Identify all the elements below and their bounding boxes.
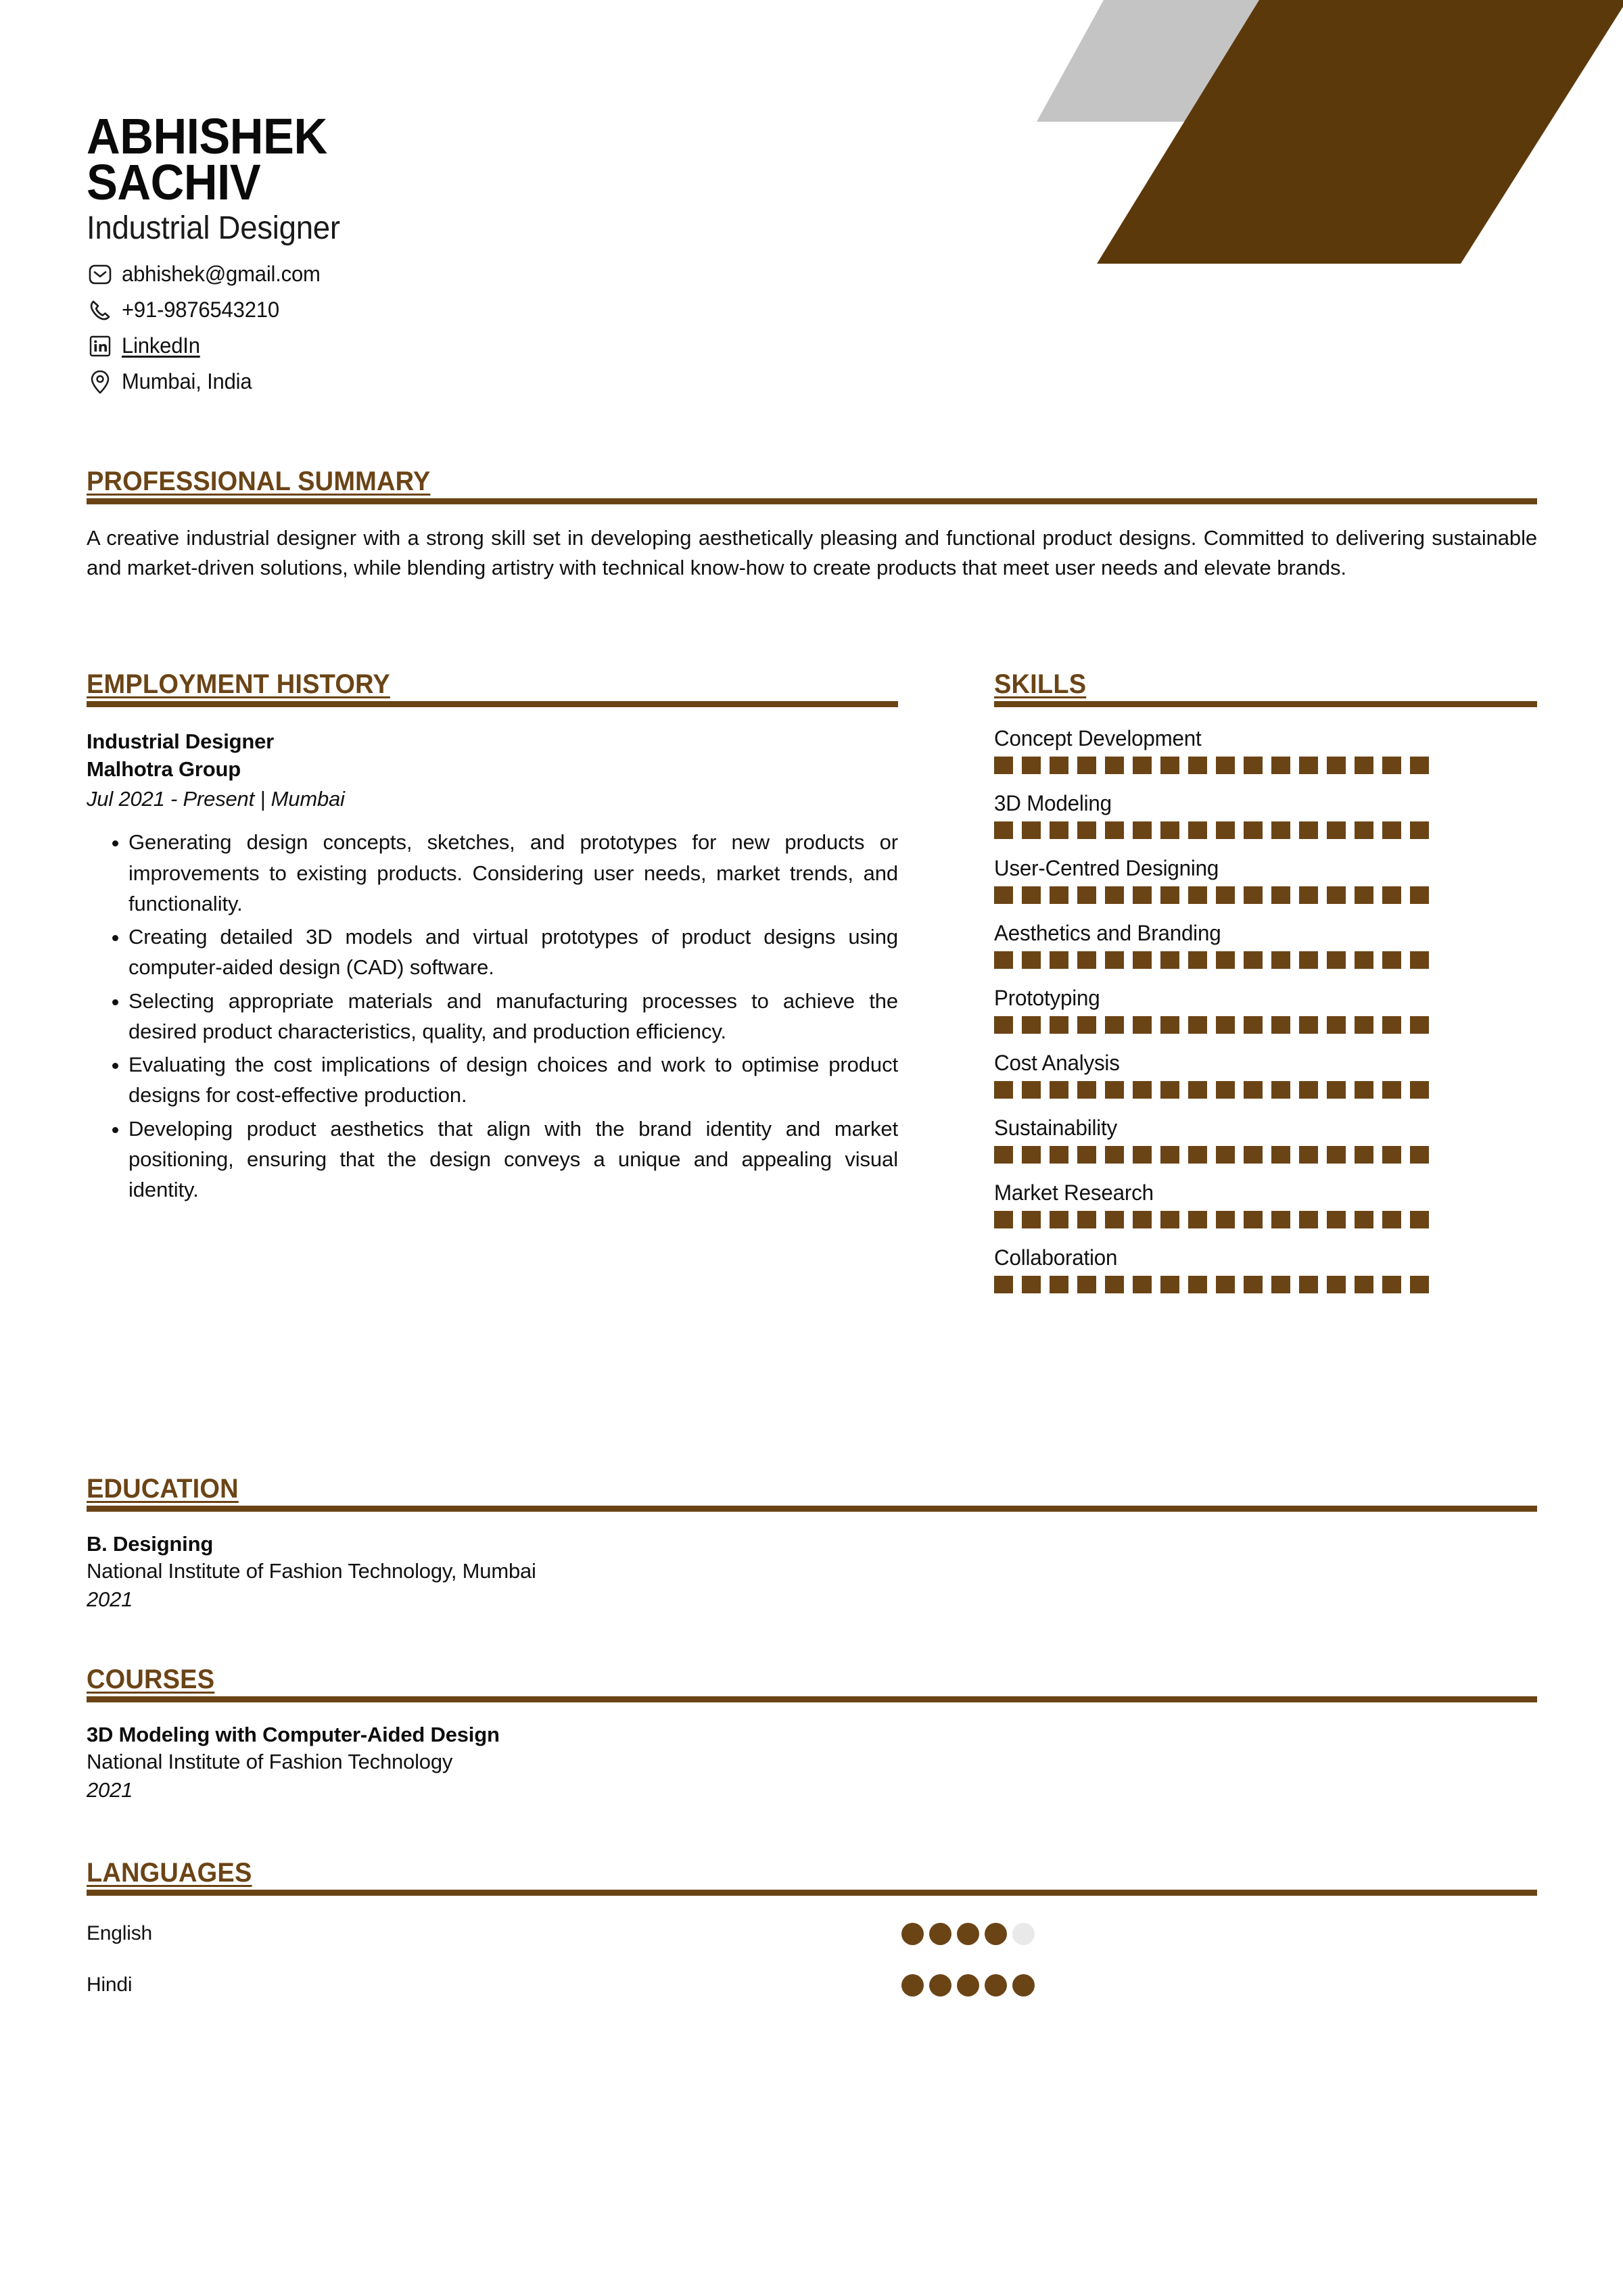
skill-square-filled <box>1216 757 1235 774</box>
skill-square-filled <box>1133 1016 1152 1034</box>
candidate-job-title: Industrial Designer <box>87 210 340 247</box>
brown-parallelogram-shape <box>1097 0 1623 264</box>
section-courses <box>87 1665 1537 1804</box>
courses-heading-rule <box>87 1696 1537 1702</box>
name-first: ABHISHEK <box>87 108 327 164</box>
skill-square-filled <box>1327 886 1346 904</box>
job-responsibility-list <box>87 827 898 1205</box>
contact-location-text: Mumbai, India <box>122 369 252 394</box>
skill-square-filled <box>1244 1276 1263 1293</box>
education-institution: National Institute of Fashion Technology, Mumbai <box>87 1559 536 1583</box>
skill-square-filled <box>1133 1146 1152 1164</box>
skill-square-filled <box>994 1081 1013 1099</box>
job-bullet: • Evaluating the cost implications of design choices and work to optimise product designs for cost-effective production. <box>128 1049 898 1111</box>
contact-item-linkedin[interactable] <box>87 328 966 364</box>
language-dot-filled <box>901 1974 924 1996</box>
education-entry <box>87 1531 1537 1614</box>
skill-square-filled <box>1133 821 1152 839</box>
skill-square-filled <box>1105 886 1124 904</box>
linkedin-icon <box>87 333 114 360</box>
job-bullet: • Selecting appropriate materials and manufacturing processes to achieve the desired product characteristics, quality, and production efficiency. <box>128 986 898 1047</box>
contact-item-phone <box>87 292 966 328</box>
course-year: 2021 <box>87 1778 133 1802</box>
skill-square-filled <box>1244 757 1263 774</box>
skill-square-filled <box>1244 1016 1263 1034</box>
contact-email-text: abhishek@gmail.com <box>122 262 321 287</box>
skill-square-filled <box>1160 886 1179 904</box>
skill-square-filled <box>1271 951 1290 969</box>
skill-square-filled <box>1077 1146 1096 1164</box>
skill-rating-bar <box>994 951 1537 969</box>
skill-square-filled <box>994 757 1013 774</box>
skill-square-filled <box>1050 1211 1068 1228</box>
skill-square-filled <box>1382 821 1401 839</box>
language-item <box>87 1971 1537 1999</box>
skill-label: Cost Analysis <box>994 1051 1120 1075</box>
skill-square-filled <box>1410 1081 1429 1099</box>
language-dot-filled <box>957 1923 979 1945</box>
skill-square-filled <box>1271 886 1290 904</box>
skill-square-filled <box>1410 1211 1429 1228</box>
language-dot-filled <box>1012 1974 1035 1996</box>
skill-square-filled <box>1355 951 1373 969</box>
section-skills <box>994 669 1537 1310</box>
skill-item <box>994 986 1537 1034</box>
skill-square-filled <box>1382 1211 1401 1228</box>
skill-square-filled <box>1410 1276 1429 1293</box>
skill-square-filled <box>1216 951 1235 969</box>
skill-square-filled <box>1077 1211 1096 1228</box>
skill-square-filled <box>1382 757 1401 774</box>
skill-square-filled <box>1188 757 1207 774</box>
skill-square-filled <box>1105 1016 1124 1034</box>
name-last: SACHIV <box>87 154 261 211</box>
skill-label: Sustainability <box>994 1116 1118 1140</box>
skill-square-filled <box>1050 1016 1068 1034</box>
skill-square-filled <box>1160 1016 1179 1034</box>
education-heading: EDUCATION <box>87 1474 239 1504</box>
language-dot-filled <box>929 1923 951 1945</box>
employment-heading-block <box>87 669 898 707</box>
skill-square-filled <box>1382 951 1401 969</box>
skill-square-filled <box>1244 1081 1263 1099</box>
skill-square-filled <box>1105 757 1124 774</box>
language-dot-filled <box>957 1974 979 1996</box>
skill-square-filled <box>1327 1146 1346 1164</box>
skill-item <box>994 1116 1537 1164</box>
job-dates-location: Jul 2021 - Present | Mumbai <box>87 787 345 811</box>
skill-item <box>994 1180 1537 1228</box>
skill-square-filled <box>1160 1276 1179 1293</box>
skill-square-filled <box>1160 1146 1179 1164</box>
skills-heading: SKILLS <box>994 669 1087 699</box>
skill-square-filled <box>1133 951 1152 969</box>
skill-square-filled <box>1327 951 1346 969</box>
skill-square-filled <box>1299 951 1318 969</box>
skill-square-filled <box>1244 1211 1263 1228</box>
skill-square-filled <box>1022 757 1041 774</box>
resume-header <box>87 108 966 400</box>
skill-square-filled <box>1382 1276 1401 1293</box>
skill-rating-bar <box>994 1081 1537 1099</box>
skill-square-filled <box>1188 1146 1207 1164</box>
skill-square-filled <box>1271 1211 1290 1228</box>
skill-square-filled <box>1216 1276 1235 1293</box>
skill-label: User-Centred Designing <box>994 856 1219 880</box>
employment-heading: EMPLOYMENT HISTORY <box>87 669 390 699</box>
skill-square-filled <box>1160 951 1179 969</box>
skill-square-filled <box>1022 1081 1041 1099</box>
language-rating-dots <box>901 1923 1035 1945</box>
summary-heading: PROFESSIONAL SUMMARY <box>87 467 431 496</box>
skill-square-filled <box>1327 821 1346 839</box>
skill-square-filled <box>1022 821 1041 839</box>
job-entry <box>87 727 898 1205</box>
skill-square-filled <box>1244 1146 1263 1164</box>
language-dot-filled <box>985 1974 1007 1996</box>
section-languages <box>87 1858 1537 1999</box>
language-dot-filled <box>901 1923 924 1945</box>
skill-square-filled <box>1050 757 1068 774</box>
skill-square-filled <box>1299 1016 1318 1034</box>
skill-rating-bar <box>994 1211 1537 1228</box>
skill-square-filled <box>1050 1276 1068 1293</box>
envelope-icon <box>87 261 114 288</box>
skills-list <box>994 726 1537 1293</box>
language-rating-dots <box>901 1974 1035 1996</box>
skills-heading-rule <box>994 701 1537 707</box>
languages-heading-rule <box>87 1890 1537 1896</box>
languages-heading-block <box>87 1858 1537 1896</box>
skill-square-filled <box>1410 757 1429 774</box>
skill-square-filled <box>1299 1081 1318 1099</box>
skill-square-filled <box>1382 886 1401 904</box>
course-institution: National Institute of Fashion Technology <box>87 1750 453 1774</box>
skill-square-filled <box>1327 1211 1346 1228</box>
skill-square-filled <box>1022 886 1041 904</box>
skill-square-filled <box>1105 1146 1124 1164</box>
skill-square-filled <box>1160 1081 1179 1099</box>
skill-square-filled <box>1382 1016 1401 1034</box>
skill-square-filled <box>1022 1146 1041 1164</box>
skill-square-filled <box>1077 757 1096 774</box>
summary-heading-block <box>87 467 1537 504</box>
skill-square-filled <box>1216 1146 1235 1164</box>
skill-square-filled <box>1299 886 1318 904</box>
education-heading-rule <box>87 1506 1537 1512</box>
skill-square-filled <box>1050 1146 1068 1164</box>
skill-square-filled <box>1271 1276 1290 1293</box>
skill-square-filled <box>1022 1211 1041 1228</box>
skill-label: Prototyping <box>994 986 1100 1010</box>
skill-square-filled <box>1355 1146 1373 1164</box>
skill-square-filled <box>1327 757 1346 774</box>
phone-icon <box>87 297 114 324</box>
languages-heading: LANGUAGES <box>87 1858 252 1888</box>
skill-square-filled <box>1077 1081 1096 1099</box>
skill-square-filled <box>1355 886 1373 904</box>
job-bullet: • Creating detailed 3D models and virtual prototypes of product designs using computer-aided design (CAD) software. <box>128 922 898 983</box>
skill-rating-bar <box>994 886 1537 904</box>
skill-square-filled <box>1188 1211 1207 1228</box>
skill-square-filled <box>1050 1081 1068 1099</box>
language-name: English <box>87 1922 152 1944</box>
skill-square-filled <box>1105 1081 1124 1099</box>
skill-square-filled <box>1216 1081 1235 1099</box>
skill-label: Concept Development <box>994 726 1202 750</box>
summary-body-text: A creative industrial designer with a strong skill set in developing aesthetically pleasing and functional product designs. Committed to delivering sustainable and market-driven solutions, while blending artistry with technical know-how to create products that meet user needs and elevate brands. <box>87 526 1537 580</box>
skill-square-filled <box>1327 1016 1346 1034</box>
language-dot-filled <box>929 1974 951 1996</box>
skill-item <box>994 856 1537 904</box>
courses-heading-block <box>87 1665 1537 1702</box>
course-entry <box>87 1721 1537 1804</box>
skill-square-filled <box>1077 1016 1096 1034</box>
skill-square-filled <box>1271 1081 1290 1099</box>
gray-parallelogram-shape <box>1037 0 1325 122</box>
location-pin-icon <box>87 368 114 396</box>
skill-square-filled <box>1216 886 1235 904</box>
skill-square-filled <box>1160 757 1179 774</box>
job-role: Industrial Designer <box>87 730 274 753</box>
skill-square-filled <box>1382 1081 1401 1099</box>
contact-linkedin-text[interactable]: LinkedIn <box>122 333 200 358</box>
skill-square-filled <box>1050 886 1068 904</box>
skill-square-filled <box>1355 1081 1373 1099</box>
education-degree: B. Designing <box>87 1532 214 1556</box>
skill-square-filled <box>1188 1016 1207 1034</box>
skill-label: 3D Modeling <box>994 791 1112 815</box>
skill-square-filled <box>1271 1016 1290 1034</box>
skill-rating-bar <box>994 1276 1537 1293</box>
candidate-name <box>87 108 904 211</box>
contact-phone-text: +91-9876543210 <box>122 297 279 322</box>
skill-square-filled <box>1133 1081 1152 1099</box>
skill-square-filled <box>994 1211 1013 1228</box>
skill-square-filled <box>1133 1276 1152 1293</box>
skill-square-filled <box>1410 1146 1429 1164</box>
skill-square-filled <box>1105 1276 1124 1293</box>
skill-square-filled <box>1271 821 1290 839</box>
skill-square-filled <box>1355 757 1373 774</box>
skill-rating-bar <box>994 1146 1537 1164</box>
skill-square-filled <box>1160 1211 1179 1228</box>
skill-item <box>994 921 1537 969</box>
skill-item <box>994 1245 1537 1293</box>
job-company: Malhotra Group <box>87 757 241 782</box>
skill-square-filled <box>1105 821 1124 839</box>
skill-square-filled <box>1410 951 1429 969</box>
skill-square-filled <box>1050 821 1068 839</box>
language-name: Hindi <box>87 1974 133 1996</box>
skill-square-filled <box>1188 1081 1207 1099</box>
skill-square-filled <box>1382 1146 1401 1164</box>
skill-square-filled <box>1133 886 1152 904</box>
skill-square-filled <box>1077 886 1096 904</box>
skill-square-filled <box>994 886 1013 904</box>
skill-item <box>994 791 1537 839</box>
skill-square-filled <box>994 1276 1013 1293</box>
skill-square-filled <box>994 1016 1013 1034</box>
employment-heading-rule <box>87 701 898 707</box>
skill-square-filled <box>1022 1016 1041 1034</box>
skill-rating-bar <box>994 757 1537 774</box>
skill-square-filled <box>1299 757 1318 774</box>
job-bullet: • Generating design concepts, sketches, and prototypes for new products or improvements to existing products. Considering user needs, market trends, and functionality. <box>128 827 898 919</box>
skill-square-filled <box>1188 951 1207 969</box>
skills-heading-block <box>994 669 1537 707</box>
summary-heading-rule <box>87 498 1537 504</box>
course-name: 3D Modeling with Computer-Aided Design <box>87 1723 500 1746</box>
skill-square-filled <box>1271 1146 1290 1164</box>
skill-square-filled <box>1188 886 1207 904</box>
skill-square-filled <box>1133 757 1152 774</box>
skill-square-filled <box>1077 951 1096 969</box>
skill-square-filled <box>1299 1146 1318 1164</box>
skill-square-filled <box>994 1146 1013 1164</box>
skill-square-filled <box>1105 1211 1124 1228</box>
section-professional-summary <box>87 467 1537 583</box>
skill-square-filled <box>1327 1276 1346 1293</box>
courses-heading: COURSES <box>87 1665 215 1694</box>
skill-rating-bar <box>994 1016 1537 1034</box>
skill-square-filled <box>1299 821 1318 839</box>
skill-square-filled <box>1244 821 1263 839</box>
language-dot-empty <box>1012 1923 1035 1945</box>
skill-square-filled <box>994 951 1013 969</box>
skill-item <box>994 726 1537 774</box>
skill-square-filled <box>1216 821 1235 839</box>
skill-square-filled <box>1299 1211 1318 1228</box>
skill-square-filled <box>1022 1276 1041 1293</box>
education-heading-block <box>87 1474 1537 1512</box>
skill-square-filled <box>1244 951 1263 969</box>
skill-square-filled <box>1160 821 1179 839</box>
skill-rating-bar <box>994 821 1537 839</box>
skill-square-filled <box>1271 757 1290 774</box>
skill-square-filled <box>1410 1016 1429 1034</box>
education-year: 2021 <box>87 1587 133 1612</box>
skill-square-filled <box>1355 1211 1373 1228</box>
job-bullet: • Developing product aesthetics that align with the brand identity and market positioning, ensuring that the design conveys a unique and appealing visual identity. <box>128 1114 898 1205</box>
language-dot-filled <box>985 1923 1007 1945</box>
skill-square-filled <box>1244 886 1263 904</box>
skill-label: Market Research <box>994 1180 1154 1205</box>
skill-square-filled <box>1105 951 1124 969</box>
skill-item <box>994 1051 1537 1099</box>
skill-label: Aesthetics and Branding <box>994 921 1221 945</box>
contact-list <box>87 256 966 400</box>
skill-square-filled <box>1299 1276 1318 1293</box>
skill-square-filled <box>1327 1081 1346 1099</box>
skill-square-filled <box>1216 1211 1235 1228</box>
skill-label: Collaboration <box>994 1245 1118 1270</box>
section-employment-history <box>87 669 898 1207</box>
skill-square-filled <box>1355 821 1373 839</box>
skill-square-filled <box>1188 821 1207 839</box>
skill-square-filled <box>1133 1211 1152 1228</box>
language-item <box>87 1920 1537 1947</box>
skill-square-filled <box>1216 1016 1235 1034</box>
skill-square-filled <box>1022 951 1041 969</box>
skill-square-filled <box>1410 821 1429 839</box>
skill-square-filled <box>1050 951 1068 969</box>
contact-item-email <box>87 256 966 292</box>
skill-square-filled <box>1188 1276 1207 1293</box>
skill-square-filled <box>1355 1276 1373 1293</box>
skill-square-filled <box>1410 886 1429 904</box>
skill-square-filled <box>1077 821 1096 839</box>
languages-list <box>87 1920 1537 1999</box>
skill-square-filled <box>1077 1276 1096 1293</box>
contact-item-location <box>87 364 966 400</box>
skill-square-filled <box>994 821 1013 839</box>
skill-square-filled <box>1355 1016 1373 1034</box>
section-education <box>87 1474 1537 1614</box>
